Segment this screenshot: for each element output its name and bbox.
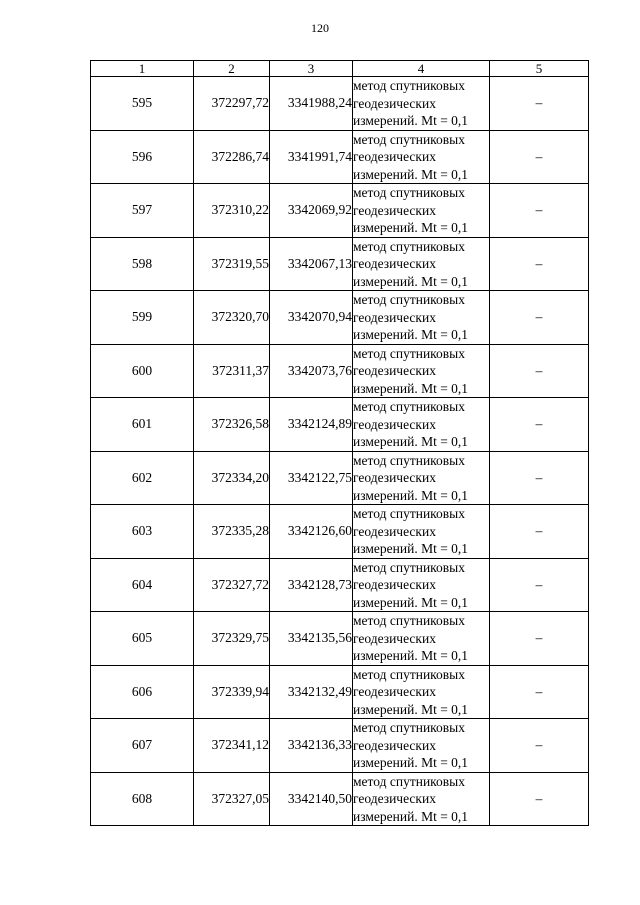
note-cell: – [490, 77, 589, 131]
coordinate-x: 372311,37 [194, 344, 270, 398]
table-row [91, 719, 589, 773]
table-row [91, 130, 589, 184]
header-col-3: 3 [270, 61, 353, 77]
method-line-1: метод спутниковых [353, 185, 465, 200]
method-cell [353, 398, 490, 452]
coordinate-y: 3342132,49 [270, 665, 353, 719]
header-col-4: 4 [353, 61, 490, 77]
table-row [91, 398, 589, 452]
point-number: 605 [91, 612, 194, 666]
coordinate-y: 3342073,76 [270, 344, 353, 398]
coordinate-y: 3342122,75 [270, 451, 353, 505]
coordinate-x: 372341,12 [194, 719, 270, 773]
point-number: 602 [91, 451, 194, 505]
coordinate-x: 372327,72 [194, 558, 270, 612]
method-cell [353, 184, 490, 238]
coordinate-x: 372329,75 [194, 612, 270, 666]
note-cell: – [490, 719, 589, 773]
method-line-3: измерений. Mt = 0,1 [353, 273, 469, 289]
note-cell: – [490, 237, 589, 291]
method-line-2: геодезических [353, 95, 436, 111]
note-cell: – [490, 184, 589, 238]
coordinate-x: 372334,20 [194, 451, 270, 505]
method-line-2: геодезических [353, 309, 436, 325]
method-line-3: измерений. Mt = 0,1 [353, 594, 469, 610]
table-row [91, 237, 589, 291]
note-cell: – [490, 665, 589, 719]
method-cell [353, 719, 490, 773]
table-row [91, 344, 589, 398]
method-line-2: геодезических [353, 256, 436, 271]
method-line-3: измерений. Mt = 0,1 [353, 541, 469, 556]
point-number: 604 [91, 558, 194, 612]
method-cell [353, 772, 490, 826]
method-cell [353, 505, 490, 559]
method-line-3: измерений. Mt = 0,1 [353, 327, 469, 342]
coordinates-table [90, 60, 589, 826]
header-col-2: 2 [194, 61, 270, 77]
coordinate-x: 372327,05 [194, 772, 270, 826]
coordinate-y: 3341991,74 [270, 130, 353, 184]
method-line-2: геодезических [353, 577, 436, 592]
method-cell [353, 344, 490, 398]
table-row [91, 77, 589, 131]
note-cell: – [490, 344, 589, 398]
point-number: 601 [91, 398, 194, 452]
coordinate-y: 3342135,56 [270, 612, 353, 666]
table-row [91, 184, 589, 238]
method-line-1: метод спутниковых [353, 292, 465, 307]
method-line-2: геодезических [353, 684, 436, 699]
method-line-2: геодезических [353, 202, 436, 218]
method-line-1: метод спутниковых [353, 131, 465, 147]
method-cell [353, 237, 490, 291]
method-line-2: геодезических [353, 149, 436, 164]
point-number: 598 [91, 237, 194, 291]
method-line-3: измерений. Mt = 0,1 [353, 487, 469, 503]
note-cell: – [490, 398, 589, 452]
coordinate-x: 372297,72 [194, 77, 270, 131]
table-row [91, 772, 589, 826]
method-cell [353, 77, 490, 131]
method-line-2: геодезических [353, 523, 436, 539]
method-line-2: геодезических [353, 363, 436, 378]
point-number: 600 [91, 344, 194, 398]
method-line-3: измерений. Mt = 0,1 [353, 220, 469, 235]
coordinate-x: 372310,22 [194, 184, 270, 238]
coordinate-y: 3342140,50 [270, 772, 353, 826]
point-number: 603 [91, 505, 194, 559]
point-number: 607 [91, 719, 194, 773]
note-cell: – [490, 558, 589, 612]
coordinate-y: 3342070,94 [270, 291, 353, 345]
method-line-2: геодезических [353, 737, 436, 753]
coordinate-x: 372339,94 [194, 665, 270, 719]
coordinate-x: 372320,70 [194, 291, 270, 345]
method-line-3: измерений. Mt = 0,1 [353, 113, 469, 128]
method-line-1: метод спутниковых [353, 345, 465, 361]
method-cell [353, 558, 490, 612]
point-number: 608 [91, 772, 194, 826]
table-row [91, 291, 589, 345]
point-number: 595 [91, 77, 194, 131]
method-line-1: метод спутниковых [353, 399, 465, 414]
method-line-3: измерений. Mt = 0,1 [353, 166, 469, 182]
method-line-2: геодезических [353, 416, 436, 432]
table-row [91, 665, 589, 719]
method-line-3: измерений. Mt = 0,1 [353, 755, 469, 770]
point-number: 606 [91, 665, 194, 719]
method-line-1: метод спутниковых [353, 720, 465, 735]
coordinate-y: 3342126,60 [270, 505, 353, 559]
coordinate-x: 372326,58 [194, 398, 270, 452]
coordinate-y: 3342136,33 [270, 719, 353, 773]
note-cell: – [490, 505, 589, 559]
method-line-1: метод спутниковых [353, 559, 465, 575]
note-cell: – [490, 291, 589, 345]
method-line-1: метод спутниковых [353, 238, 465, 254]
method-cell [353, 291, 490, 345]
coordinate-y: 3342124,89 [270, 398, 353, 452]
coordinate-y: 3342067,13 [270, 237, 353, 291]
table-row [91, 558, 589, 612]
method-line-1: метод спутниковых [353, 613, 465, 628]
note-cell: – [490, 130, 589, 184]
method-line-3: измерений. Mt = 0,1 [353, 648, 469, 663]
table-row [91, 612, 589, 666]
table-row [91, 451, 589, 505]
method-line-2: геодезических [353, 791, 436, 806]
method-line-3: измерений. Mt = 0,1 [353, 808, 469, 824]
coordinate-y: 3342128,73 [270, 558, 353, 612]
header-col-1: 1 [91, 61, 194, 77]
table-row [91, 505, 589, 559]
method-line-1: метод спутниковых [353, 666, 465, 682]
method-line-3: измерений. Mt = 0,1 [353, 701, 469, 717]
header-col-5: 5 [490, 61, 589, 77]
point-number: 596 [91, 130, 194, 184]
method-cell [353, 612, 490, 666]
note-cell: – [490, 451, 589, 505]
coordinate-y: 3341988,24 [270, 77, 353, 131]
table-header-row [91, 61, 589, 77]
coordinate-x: 372286,74 [194, 130, 270, 184]
method-line-2: геодезических [353, 470, 436, 485]
method-line-3: измерений. Mt = 0,1 [353, 434, 469, 449]
method-line-2: геодезических [353, 630, 436, 646]
coordinate-x: 372319,55 [194, 237, 270, 291]
coordinate-x: 372335,28 [194, 505, 270, 559]
method-cell [353, 451, 490, 505]
page-number: 120 [311, 21, 329, 35]
method-line-1: метод спутниковых [353, 452, 465, 468]
method-line-1: метод спутниковых [353, 773, 465, 789]
method-cell [353, 665, 490, 719]
note-cell: – [490, 772, 589, 826]
method-line-1: метод спутниковых [353, 506, 465, 521]
coordinate-y: 3342069,92 [270, 184, 353, 238]
point-number: 597 [91, 184, 194, 238]
method-cell [353, 130, 490, 184]
method-line-3: измерений. Mt = 0,1 [353, 380, 469, 396]
note-cell: – [490, 612, 589, 666]
table-body [91, 77, 589, 826]
method-line-1: метод спутниковых [353, 78, 465, 93]
point-number: 599 [91, 291, 194, 345]
